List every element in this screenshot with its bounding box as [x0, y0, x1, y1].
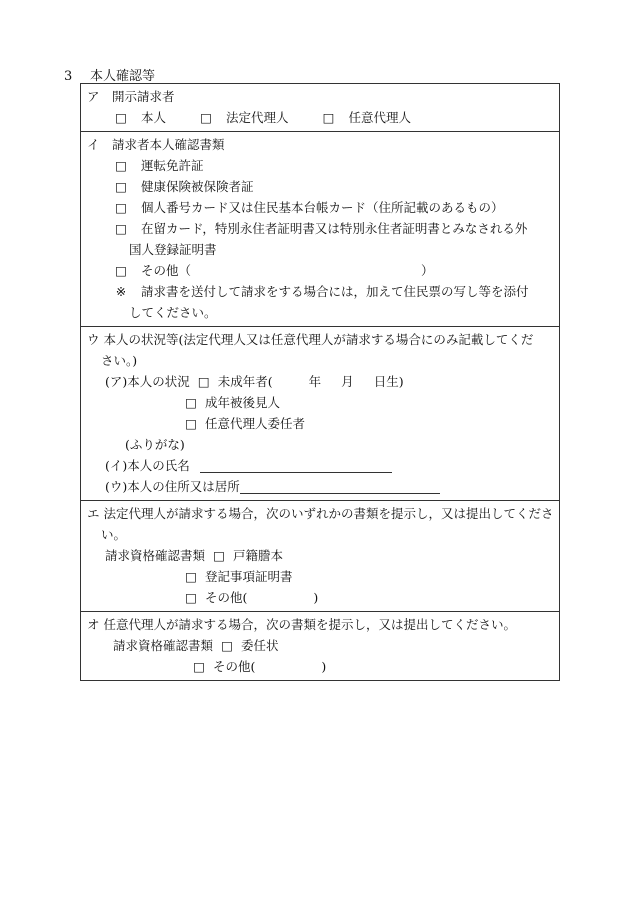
id-doc-row — [87, 176, 553, 197]
checkbox-health-insurance[interactable]: □ — [115, 179, 127, 194]
status-label: (ア)本人の状況 — [105, 374, 190, 389]
name-input[interactable] — [200, 458, 392, 473]
id-doc-residence-card: 在留カード，特別永住者証明書又は特別永住者証明書とみなされる外 — [141, 221, 528, 236]
checkbox-voluntary-agent[interactable]: □ — [322, 110, 335, 125]
address-input[interactable] — [240, 479, 440, 494]
address-row — [87, 476, 553, 497]
birth-day-label: 日生) — [373, 374, 404, 389]
name-row — [87, 455, 553, 476]
checkbox-drivers-license[interactable]: □ — [115, 158, 127, 173]
option-voluntary-principal: 任意代理人委任者 — [205, 416, 306, 431]
id-doc-other-label: その他（ — [141, 263, 192, 278]
status-row-principal — [87, 413, 553, 434]
id-doc-row — [87, 260, 553, 281]
legal-other-close: ) — [313, 590, 319, 605]
id-doc-drivers-license: 運転免許証 — [141, 158, 204, 173]
voluntary-other-label: その他( — [213, 659, 256, 674]
legal-doc-row — [87, 566, 553, 587]
voluntary-agent-label: オ 任意代理人が請求する場合，次の書類を提示し，又は提出してください。 — [87, 617, 516, 632]
checkbox-legal-other[interactable]: □ — [185, 590, 197, 605]
option-adult-ward: 成年被後見人 — [205, 395, 281, 410]
note-text-2: してください。 — [129, 305, 217, 320]
id-doc-residence-card-cont: 国人登録証明書 — [129, 242, 217, 257]
checkbox-adult-ward[interactable]: □ — [185, 395, 197, 410]
id-doc-other-close: ） — [421, 263, 434, 278]
voluntary-agent-section — [81, 612, 559, 680]
id-doc-health-insurance: 健康保険被保険者証 — [141, 179, 254, 194]
legal-agent-label-cont: い。 — [101, 527, 127, 542]
id-doc-my-number-card: 個人番号カード又は住民基本台帳カード（住所記載のあるもの） — [141, 200, 504, 215]
checkbox-voluntary-principal[interactable]: □ — [185, 416, 197, 431]
id-documents-label: イ 請求者本人確認書類 — [87, 137, 225, 152]
option-registry-cert: 登記事項証明書 — [205, 569, 293, 584]
id-doc-row — [87, 218, 553, 239]
voluntary-doc-label: 請求資格確認書類 — [113, 638, 214, 653]
requester-section — [81, 84, 559, 132]
furigana-label: (ふりがな) — [125, 437, 185, 452]
option-legal-agent: 法定代理人 — [226, 110, 289, 125]
heading-number: 3 — [64, 69, 73, 84]
birth-month-label: 月 — [341, 374, 354, 389]
legal-other-label: その他( — [205, 590, 248, 605]
legal-agent-section — [81, 501, 559, 612]
legal-agent-label: エ 法定代理人が請求する場合，次のいずれかの書類を提示し，又は提出してくださ — [87, 506, 554, 521]
principal-status-section — [81, 327, 559, 501]
option-voluntary-agent: 任意代理人 — [348, 110, 412, 125]
requester-label: ア 開示請求者 — [87, 89, 175, 104]
legal-doc-label: 請求資格確認書類 — [105, 548, 206, 563]
principal-status-label-cont: さい。) — [101, 353, 138, 368]
option-self: 本人 — [141, 110, 167, 125]
birth-year-label: 年 — [308, 374, 322, 389]
note-text-1: 請求書を送付して請求をする場合には，加えて住民票の写し等を添付 — [141, 284, 529, 299]
id-doc-row — [87, 155, 553, 176]
voluntary-doc-row — [87, 635, 553, 656]
option-minor: 未成年者( — [217, 374, 273, 389]
option-family-register: 戸籍謄本 — [233, 548, 284, 563]
checkbox-minor[interactable]: □ — [197, 374, 210, 389]
checkbox-other-doc[interactable]: □ — [115, 263, 127, 278]
postal-note — [87, 281, 553, 302]
checkbox-my-number-card[interactable]: □ — [115, 200, 127, 215]
checkbox-self[interactable]: □ — [115, 110, 127, 125]
status-row-minor — [87, 371, 553, 392]
legal-doc-row — [87, 587, 553, 608]
address-label: (ウ)本人の住所又は居所 — [105, 479, 240, 494]
section-heading — [64, 65, 155, 84]
option-power-of-attorney: 委任状 — [241, 638, 279, 653]
note-mark: ※ — [115, 284, 127, 299]
voluntary-doc-row — [87, 656, 553, 677]
checkbox-family-register[interactable]: □ — [213, 548, 225, 563]
principal-status-label: ウ 本人の状況等(法定代理人又は任意代理人が請求する場合にのみ記載してくだ — [87, 332, 534, 347]
checkbox-legal-agent[interactable]: □ — [200, 110, 212, 125]
checkbox-voluntary-other[interactable]: □ — [193, 659, 205, 674]
requester-options — [87, 107, 553, 128]
voluntary-other-close: ) — [321, 659, 327, 674]
status-row-ward — [87, 392, 553, 413]
id-documents-section — [81, 132, 559, 327]
name-label: (イ)本人の氏名 — [105, 458, 190, 473]
heading-title: 本人確認等 — [90, 69, 156, 84]
identity-verification-table — [80, 83, 560, 681]
checkbox-registry-cert[interactable]: □ — [185, 569, 197, 584]
legal-doc-row — [87, 545, 553, 566]
checkbox-residence-card[interactable]: □ — [115, 221, 127, 236]
checkbox-power-of-attorney[interactable]: □ — [221, 638, 233, 653]
id-doc-row — [87, 197, 553, 218]
